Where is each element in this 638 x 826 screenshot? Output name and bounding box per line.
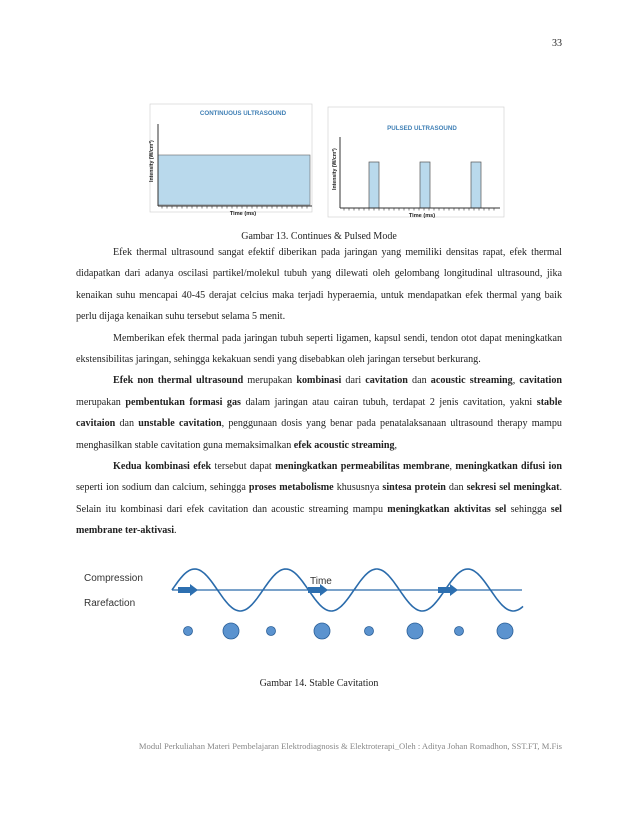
continuous-xlabel: Time (ms): [229, 211, 257, 217]
text-run: ,: [449, 461, 456, 473]
rarefaction-label: Rarefaction: [84, 598, 136, 609]
text-run: dan: [445, 482, 467, 494]
arrow-1: [178, 584, 198, 596]
text-run: merupakan: [76, 396, 126, 408]
bubble-large-1: [223, 623, 239, 639]
text-run: dalam jaringan atau cairan tubuh, terdapat 2 jenis cavitation, yakni: [240, 396, 537, 408]
continuous-ultrasound-plot: [149, 104, 312, 217]
pulse-2: [420, 162, 430, 208]
pulse-3: [471, 162, 481, 208]
bold-term: kombinasi: [296, 375, 342, 387]
bold-term: stable cavitaion: [76, 396, 562, 430]
bubble-large-3: [407, 623, 423, 639]
text-run: dan: [407, 375, 431, 387]
text-run: seperti ion sodium dan calcium, sehingga: [76, 482, 249, 494]
body-text: [76, 242, 562, 542]
bold-term: meningkatkan aktivitas sel: [387, 503, 507, 515]
text-run: , penggunaan dosis yang benar pada penatalaksanaan ultrasound therapy mampu menghasilkan stable cavitation guna memaksimalkan: [76, 418, 562, 451]
paragraph-combination-effect: [76, 456, 562, 542]
text-run: merupakan: [243, 375, 297, 387]
bold-term: meningkatkan permeabilitas membrane: [275, 461, 450, 473]
page-footer: Modul Perkuliahan Materi Pembelajaran Elektrodiagnosis & Elektroterapi_Oleh : Aditya Johan Romadhon, SST.FT, M.Fis: [138, 741, 562, 751]
bubble-small-4: [455, 627, 464, 636]
continuous-intensity-fill: [158, 155, 310, 205]
bubble-small-1: [184, 627, 193, 636]
cavitation-bubbles: [184, 623, 514, 639]
text-run: khususnya: [333, 482, 383, 494]
bold-term: unstable cavitation: [138, 418, 222, 430]
bold-term: cavitation: [519, 375, 563, 387]
text-run: ,: [512, 375, 520, 387]
text-run: ,: [394, 439, 398, 451]
pulse-1: [369, 162, 379, 208]
figure-14-caption: Gambar 14. Stable Cavitation: [259, 678, 379, 689]
figure-13-continuous-pulsed: [140, 102, 520, 220]
pulsed-title: PULSED ULTRASOUND: [387, 125, 457, 132]
bold-term: proses metabolisme: [248, 482, 334, 494]
text-run: dan: [115, 418, 139, 430]
pulsed-ultrasound-plot: [328, 107, 504, 219]
pulsed-xlabel: Time (ms): [408, 213, 436, 219]
text-run: Memberikan efek thermal pada jaringan tubuh seperti ligamen, kapsul sendi, tendon otot dapat meningkatkan ekstensibilitas jaringan, sehingga kekakuan sendi yang disebabkan oleh jaringan tersebut berkurang.: [76, 332, 562, 366]
text-run: sehingga: [506, 503, 551, 515]
bubble-small-3: [365, 627, 374, 636]
continuous-title: CONTINUOUS ULTRASOUND: [199, 110, 287, 117]
bold-term: acoustic streaming: [430, 375, 513, 387]
figure-13-caption: Gambar 13. Continues & Pulsed Mode: [241, 231, 397, 242]
bold-term: meningkatkan difusi ion: [455, 461, 563, 473]
bubble-large-4: [497, 623, 513, 639]
paragraph-non-thermal: [76, 370, 562, 456]
bubble-small-2: [267, 627, 276, 636]
text-run: Efek thermal ultrasound sangat efektif diberikan pada jaringan yang memiliki densitas rapat, efek thermal didapatkan dari adanya oscilasi partikel/molekul tubuh yang dilewati oleh gelombang longitudinal ultrasound, jika kenaikan suhu mencapai 40-45 derajat celcius maka terjadi hyperaemia, untuk mendapatkan efek thermal yang baik perlu dijaga kenaikan suhu tersebut selama 5 menit.: [76, 247, 562, 323]
bold-term: pembentukan formasi gas: [125, 396, 241, 408]
text-run: . Selain itu kombinasi dari efek cavitation dan acoustic streaming mampu: [76, 482, 563, 515]
paragraph-thermal-tissue: [76, 328, 562, 371]
text-run: tersebut dapat: [211, 461, 276, 473]
bold-term: sintesa protein: [382, 482, 446, 494]
pulsed-ylabel: Intensity (W/cm²): [332, 148, 338, 190]
bold-term: Kedua kombinasi efek: [113, 461, 212, 473]
compression-label: Compression: [84, 573, 143, 584]
text-run: dari: [341, 375, 366, 387]
continuous-ylabel: Intensity (W/cm²): [149, 140, 155, 182]
bold-term: sel membrane ter-aktivasi: [76, 503, 562, 537]
bold-term: efek acoustic streaming: [293, 439, 395, 451]
text-run: .: [174, 525, 177, 537]
figure-14-stable-cavitation: [82, 560, 552, 644]
paragraph-thermal-effect: [76, 242, 562, 328]
bold-term: sekresi sel meningkat: [466, 482, 560, 494]
bold-term: Efek non thermal ultrasound: [113, 375, 244, 387]
page-number: 33: [552, 38, 562, 49]
bubble-large-2: [314, 623, 330, 639]
bold-term: cavitation: [365, 375, 408, 387]
time-label: Time: [310, 576, 332, 587]
